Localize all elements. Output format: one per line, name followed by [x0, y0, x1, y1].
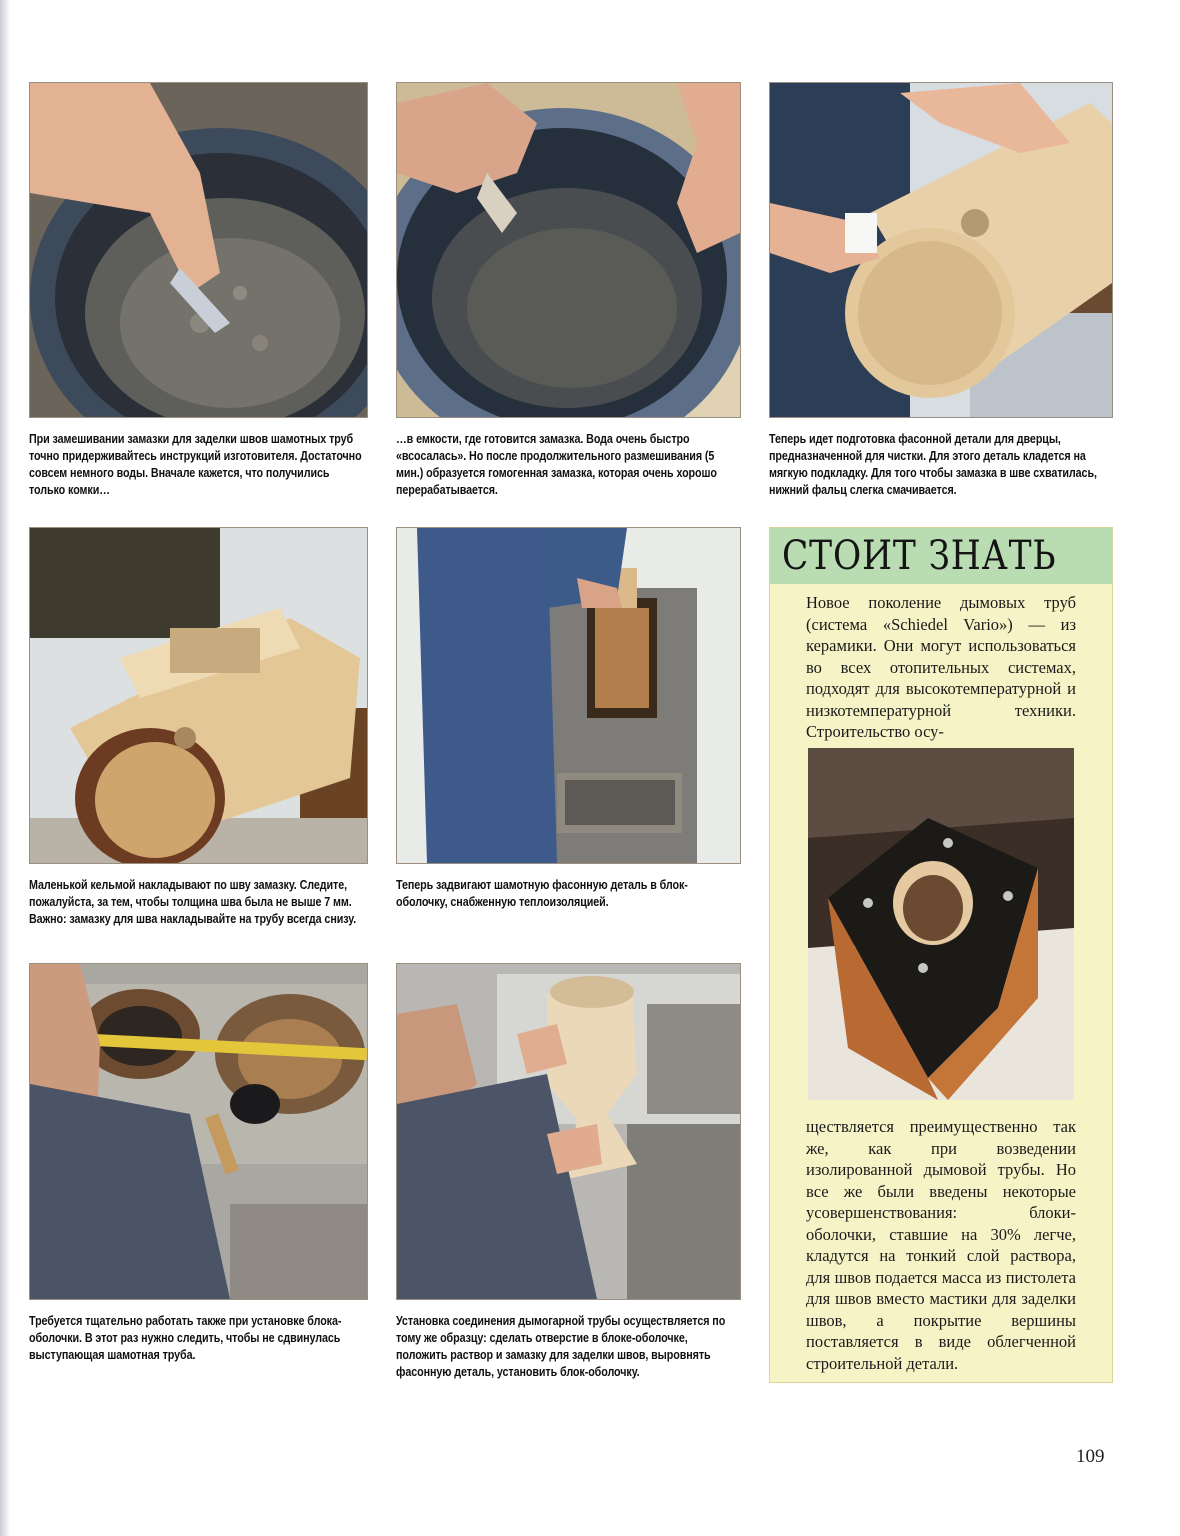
- info-box-text-top: Новое поколение дымовых труб (система «Schiedel Vario») — из керамики. Они могут использоваться во всех отопительных системах, подходят для высокотемпературной и низкотемпературной техники. Строительство осу-: [806, 593, 1076, 741]
- photo-applying-mortar: [29, 527, 368, 864]
- caption-mixing-wet: …в емкости, где готовится замазка. Вода очень быстро «всосалась». Но после продолжительного размешивания (5 мин.) образуется гомогенная замазка, которая очень хорошо перерабатывается.: [396, 432, 717, 497]
- info-box-text-bottom: ществляется преимущественно так же, как при возведении изолированной дымовой трубы. Но все же были введены некоторые усовершенствования: блоки-оболочки, ставшие на 30% легче, кладутся на тонкий слой раствора, для швов подается масса из пистолета для швов вместо мастики для заделки швов, а покрытие вершины поставляется в виде облегченной строительной детали.: [806, 1117, 1076, 1373]
- info-box-header: [770, 528, 1112, 584]
- caption-pipe-fitting: Теперь идет подготовка фасонной детали для дверцы, предназначенной для чистки. Для этого деталь кладется на мягкую подкладку. Для того чтобы замазка в шве схватилась, нижний фальц слегка смачивается.: [769, 432, 1097, 497]
- photo-pipe-fitting: [769, 82, 1113, 418]
- photo-mixing-dry: [29, 82, 368, 418]
- photo-flue-connector: [396, 963, 741, 1300]
- photo-chimney-top: [808, 748, 1074, 1100]
- caption-leveling-block: Требуется тщательно работать также при установке блока-оболочки. В этот раз нужно следить, чтобы не сдвинулась выступающая шамотная труба.: [29, 1314, 342, 1362]
- caption-inserting-fitting: Теперь задвигают шамотную фасонную деталь в блок-оболочку, снабженную теплоизоляцией.: [396, 878, 688, 909]
- caption-mixing-dry: При замешивании замазки для заделки швов шамотных труб точно придерживайтесь инструкций изготовителя. Достаточно совсем немного воды. Вначале кажется, что получились только комки…: [29, 432, 362, 497]
- binding-shadow: [0, 0, 10, 1536]
- photo-inserting-fitting: [396, 527, 741, 864]
- info-box: [769, 527, 1113, 1383]
- page-number: 109: [1076, 1446, 1105, 1467]
- photo-mixing-wet: [396, 82, 741, 418]
- photo-leveling-block: [29, 963, 368, 1300]
- info-box-title: СТОИТ ЗНАТЬ: [782, 533, 1057, 579]
- caption-flue-connector: Установка соединения дымогарной трубы осуществляется по тому же образцу: сделать отверстие в блоке-оболочке, положить раствор и замазку для заделки швов, выровнять фасонную деталь, установить блок-оболочку.: [396, 1314, 726, 1379]
- caption-applying-mortar: Маленькой кельмой накладывают по шву замазку. Следите, пожалуйста, за тем, чтобы толщина шва была не выше 7 мм. Важно: замазку для шва накладывайте на трубу всегда снизу.: [29, 878, 357, 926]
